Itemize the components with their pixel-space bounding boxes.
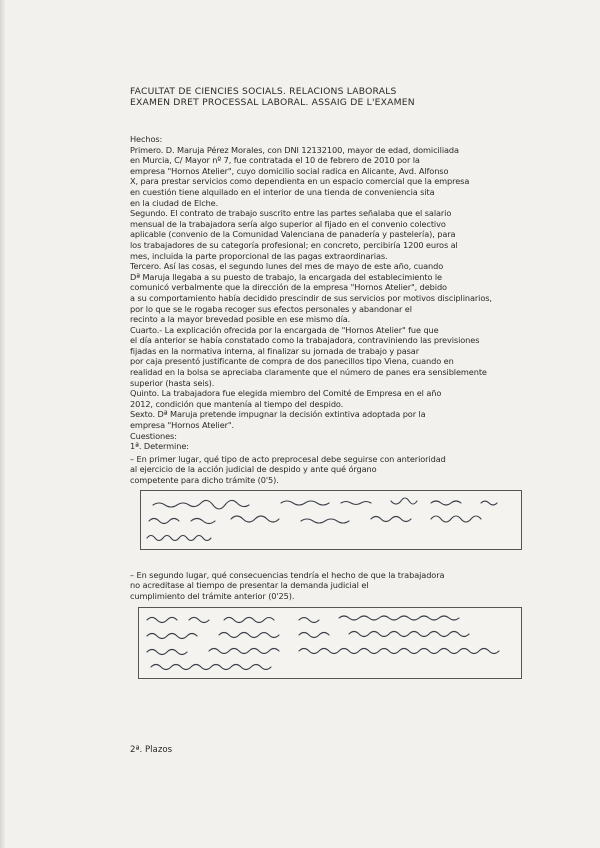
text-line: fijadas en la normativa interna, al finalizar su jornada de trabajo y pasar [130, 345, 419, 356]
text-line: superior (hasta seis). [130, 377, 215, 388]
handwritten-answer-2 [138, 607, 522, 679]
text-line: X, para prestar servicios como dependienta en un espacio comercial que la empresa [130, 176, 470, 187]
text-line: – En segundo lugar, qué consecuencias tendría el hecho de que la trabajadora [130, 569, 445, 580]
text-line: Tercero. Así las cosas, el segundo lunes del mes de mayo de este año, cuando [130, 261, 444, 272]
text-line: Cuarto.- La explicación ofrecida por la encargada de "Hornos Atelier" fue que [130, 324, 439, 335]
text-line: a su comportamiento había decidido prescindir de sus servicios por motivos disciplinarios, [130, 292, 492, 303]
text-line: empresa "Hornos Atelier". [130, 420, 235, 431]
hecho-sexto [130, 409, 498, 430]
text-line: en cuestión tiene alquilado en el interior de una tienda de conveniencia sita [130, 186, 435, 197]
handwriting-scribble-2 [139, 608, 521, 678]
cuestiones-label: Cuestiones: [130, 430, 177, 441]
text-line: – En primer lugar, qué tipo de acto preprocesal debe seguirse con anterioridad [130, 453, 446, 464]
text-line: los trabajadores de su categoría profesional; en concreto, percibiría 1200 euros al [130, 239, 458, 250]
text-line: no acreditase al tiempo de presentar la demanda judicial el [130, 580, 369, 591]
text-line: al ejercicio de la acción judicial de despido y ante qué órgano [130, 464, 377, 475]
question-2-label: 2ª. Plazos [130, 745, 173, 755]
text-line: en Murcia, C/ Mayor nº 7, fue contratada el 10 de febrero de 2010 por la [130, 155, 420, 166]
header-line-2: EXAMEN DRET PROCESSAL LABORAL. ASSAIG DE L'EXAMEN [130, 97, 415, 108]
text-line: Quinto. La trabajadora fue elegida miembro del Comité de Empresa en el año [130, 388, 442, 399]
text-line: por caja presentó justificante de compra de dos panecillos tipo Viena, cuando en [130, 356, 454, 367]
handwriting-scribble-1 [141, 491, 521, 549]
text-line: aplicable (convenio de la Comunidad Valenciana de panadería y pastelería), para [130, 229, 456, 240]
text-line: Dª Maruja llegaba a su puesto de trabajo, la encargada del establecimiento le [130, 271, 442, 282]
text-line: recinto a la mayor brevedad posible en ese mismo día. [130, 314, 351, 325]
text-line: mes, incluida la parte proporcional de las pagas extraordinarias. [130, 250, 388, 261]
text-line: comunicó verbalmente que la dirección de la empresa "Hornos Atelier", debido [130, 282, 447, 293]
hecho-tercero [130, 261, 498, 325]
text-line: por lo que se le rogaba recoger sus efectos personales y abandonar el [130, 303, 412, 314]
hecho-cuarto [130, 325, 498, 389]
hechos-label: Hechos: [130, 134, 163, 144]
text-line: cumplimiento del trámite anterior (0'25). [130, 590, 295, 601]
text-line: empresa "Hornos Atelier", cuyo domicilio social radica en Alicante, Avd. Alfonso [130, 165, 449, 176]
exam-header [130, 86, 498, 108]
handwritten-answer-1 [140, 490, 522, 550]
text-line: Primero. D. Maruja Pérez Morales, con DNI 12132100, mayor de edad, domiciliada [130, 144, 459, 155]
text-line: realidad en la bolsa se apreciaba claramente que el número de panes era sensiblemente [130, 367, 487, 378]
text-line: mensual de la trabajadora sería algo superior al fijado en el convenio colectivo [130, 218, 446, 229]
hecho-quinto [130, 388, 498, 409]
text-line: 2012, condición que mantenía al tiempo del despido. [130, 398, 344, 409]
scan-edge-shadow [0, 0, 6, 848]
text-line: el día anterior se había constatado como la trabajadora, contraviniendo las previsiones [130, 335, 480, 346]
question-1b [130, 570, 498, 602]
text-line: en la ciudad de Elche. [130, 197, 219, 208]
text-line: Segundo. El contrato de trabajo suscrito entre las partes señalaba que el salario [130, 208, 452, 219]
header-line-1: FACULTAT DE CIENCIES SOCIALS. RELACIONS LABORALS [130, 86, 397, 97]
text-line: Sexto. Dª Maruja pretende impugnar la decisión extintiva adoptada por la [130, 409, 426, 420]
question-1-label: 1ª. Determine: [130, 441, 189, 452]
hecho-primero [130, 145, 498, 209]
question-1a [130, 454, 498, 486]
text-line: competente para dicho trámite (0'5). [130, 475, 279, 485]
exam-document [130, 86, 498, 685]
hecho-segundo [130, 208, 498, 261]
